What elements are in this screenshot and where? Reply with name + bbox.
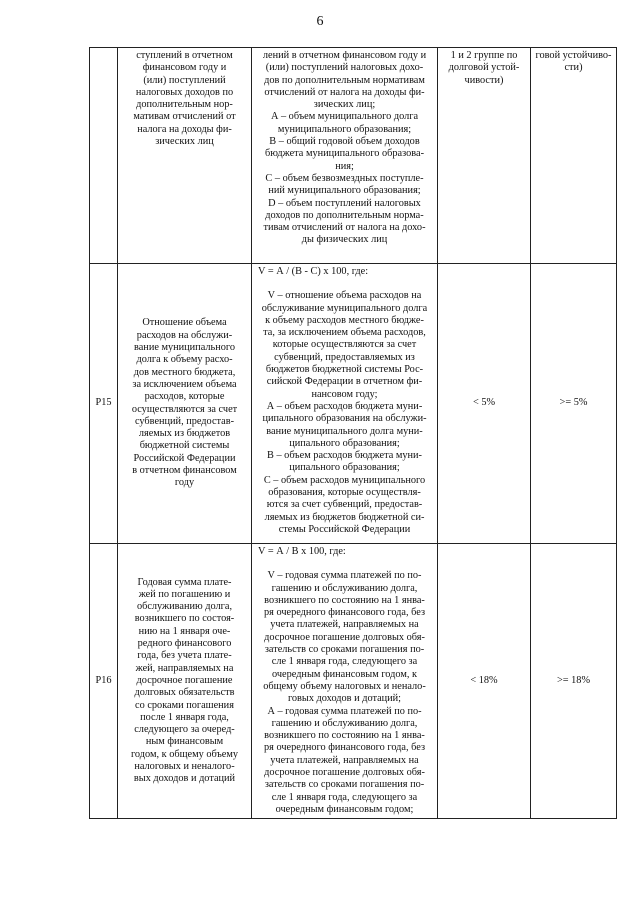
formula: V = А / В х 100, где:	[258, 546, 346, 557]
description-paragraph: V – годовая сумма платежей по по- гашению и обслуживанию долга, возникшего по состоянию на 1 янва- ря очередного финансового года, без учета платежей, направляемых на досрочное погашение долговых обя- зательств со сроками погашения по- сле 1 января года, следующего за очередным финансовым годом, к общему объему налоговых и ненало- говых доходов и дотаций;	[263, 570, 426, 705]
indicator-name	[118, 544, 252, 819]
threshold-value-1	[438, 544, 531, 819]
indicator-formula-description	[252, 544, 438, 819]
description-paragraph: V – отношение объема расходов на обслуживание муниципального долга к объему расходов местного бюдже- та, за исключением объема расходов, которые осуществляются за счет субвенций, предоставляемых из бюджетов бюджетной системы Рос- сийской Федерации в отчетном фи- нансовом году;	[261, 290, 428, 400]
description-paragraph: А – годовая сумма платежей по по- гашению и обслуживанию долга, возникшего по состоянию на 1 янва- ря очередного финансового года, без учета платежей, направляемых на досрочное погашение долговых обя- зательств со сроками погашения по- сле 1 января года, следующего за очередным финансовым годом;	[263, 705, 426, 815]
threshold-value-2	[531, 264, 617, 544]
description-paragraph: лений в отчетном финансовом году и (или) поступлений налоговых дохо- дов по дополнительным нормативам отчислений от налога на доходы фи- зических лиц;	[262, 50, 427, 111]
indicator-name-text: Годовая сумма плате- жей по погашению и обслуживанию долга, возникшего по состоя- нию на 1 января оче- редного финансового года, без учета плате- жей, направляемых на досрочное погашение долговых обязательств со сроками погашения после 1 января года, следующего за очеред- ным финансовым годом, к общему объему налоговых и неналого- вых доходов и дотаций	[130, 576, 239, 785]
indicator-code	[90, 48, 118, 264]
indicator-name-text: ступлений в отчетном финансовом году и (или) поступлений налоговых доходов по дополнительным нор- мативам отчислений от налога на доходы фи- зических лиц	[133, 50, 236, 148]
table-row	[90, 544, 617, 819]
description-paragraph: А – объем муниципального долга муниципального образования;	[270, 111, 419, 135]
threshold-value-2	[531, 48, 617, 264]
table-row	[90, 48, 617, 264]
description-paragraph: С – объем безвозмездных поступле- ний муниципального образования;	[265, 172, 424, 197]
indicator-name-text: Отношение объема расходов на обслужи- вание муниципального долга к объему расхо- дов местного бюджета, за исключением объема расходов, которые осуществляются за счет субвенций, предостав- ляемых из бюджетов бюджетной системы Российской Федерации в отчетном финансовом году	[131, 317, 238, 489]
indicator-code: Р16	[90, 544, 118, 819]
indicator-formula-description	[252, 48, 438, 264]
threshold-text: >= 18%	[556, 674, 591, 686]
formula: V = А / (В - С) х 100, где:	[258, 266, 369, 277]
description-paragraph: D – объем поступлений налоговых доходов по дополнительным норма- тивам отчислений от налога на дохо- ды физических лиц	[263, 197, 426, 246]
indicator-formula-description	[252, 264, 438, 544]
threshold-text: 1 и 2 группе по долговой устой- чивости)	[448, 50, 520, 86]
threshold-text: говой устойчиво- сти)	[535, 50, 612, 74]
threshold-value-1	[438, 48, 531, 264]
threshold-text: >= 5%	[559, 397, 588, 409]
threshold-value-1	[438, 264, 531, 544]
description-paragraph: В – объем расходов бюджета муни- ципального образования;	[267, 450, 422, 474]
threshold-text: < 5%	[472, 397, 496, 409]
description-paragraph: А – объем расходов бюджета муни- ципального образования на обслужи- вание муниципального долга муни- ципального образования;	[262, 400, 427, 449]
description-paragraph: В – общий годовой объем доходов бюджета муниципального образова- ния;	[264, 136, 424, 172]
criteria-table	[89, 47, 617, 819]
indicator-code: Р15	[90, 264, 118, 544]
description-paragraph: С – объем расходов муниципального образования, которые осуществля- ются за счет субвенций, предостав- ляемых из бюджетов бюджетной си- стемы Российской Федерации	[263, 474, 426, 535]
indicator-name	[118, 48, 252, 264]
threshold-value-2	[531, 544, 617, 819]
indicator-name	[118, 264, 252, 544]
threshold-text: < 18%	[470, 674, 498, 686]
table-row	[90, 264, 617, 544]
page-number: 6	[316, 14, 324, 29]
